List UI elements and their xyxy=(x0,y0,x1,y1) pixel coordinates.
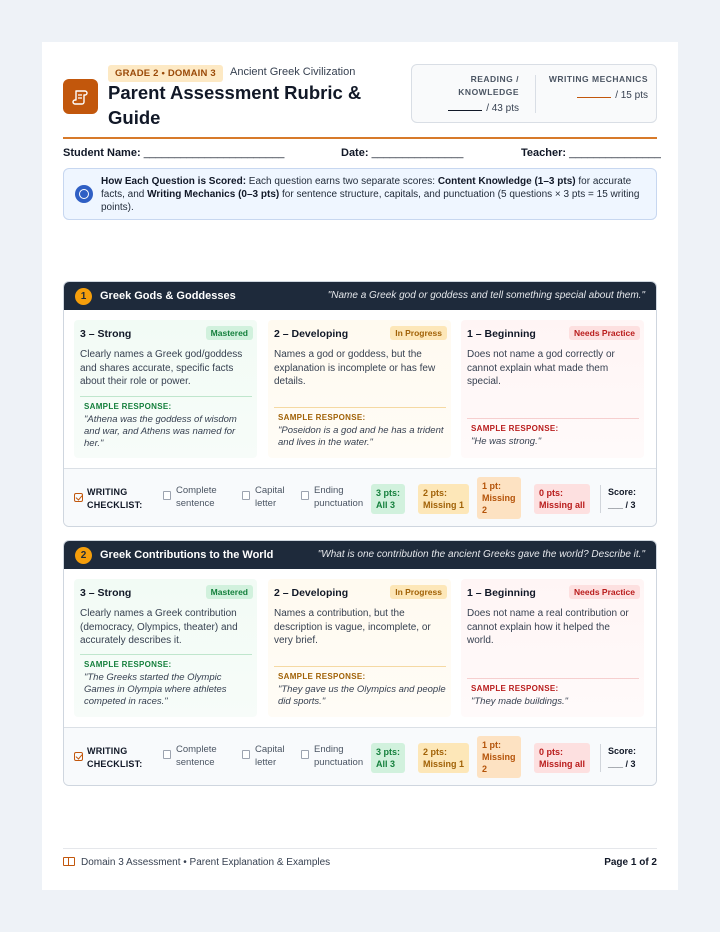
scoring-info-text: How Each Question is Scored: Each question earns two separate scores: Content Knowledge (1–3 pts) for accurate facts, and Writing Mechanics (0–3 pts) for sentence structure, capitals, and punctuation (5 questions × 3 pts = 15 writing points). xyxy=(101,176,640,213)
level-name: 3 – Strong xyxy=(80,587,132,599)
level-beginning xyxy=(461,579,644,717)
writing-checklist xyxy=(64,727,657,786)
sample-text: "Poseidon is a god and he has a trident and lives in the water." xyxy=(278,425,444,448)
sample-text: "The Greeks started the Olympic Games in Olympia where athletes competed in races." xyxy=(84,672,227,707)
info-icon xyxy=(75,185,93,203)
writing-score-blank[interactable] xyxy=(577,97,611,98)
question-score[interactable]: Score: ___ / 3 xyxy=(608,746,637,769)
checklist-item-ending-punctuation: Ending punctuation xyxy=(314,744,364,768)
level-developing xyxy=(268,320,451,458)
rubric-levels xyxy=(74,320,648,458)
question-number: 2 xyxy=(75,547,92,564)
status-badge: Mastered xyxy=(206,326,253,340)
checklist-divider xyxy=(600,485,601,513)
reading-score-total: / 43 pts xyxy=(486,103,519,114)
rubric-page xyxy=(42,42,678,890)
checkbox-complete-sentence[interactable] xyxy=(163,491,171,500)
reading-score xyxy=(412,65,529,124)
level-description: Clearly names a Greek contribution (democracy, Olympics, theater) and accurately describes it. xyxy=(80,608,238,646)
checkbox-complete-sentence[interactable] xyxy=(163,750,171,759)
level-name: 1 – Beginning xyxy=(467,328,536,340)
scroll-icon xyxy=(72,88,90,106)
sample-response xyxy=(467,418,639,448)
points-3: 3 pts: All 3 xyxy=(371,484,405,514)
checklist-icon xyxy=(74,493,83,502)
points-2: 2 pts: Missing 1 xyxy=(418,484,469,514)
sample-response xyxy=(80,654,252,708)
points-1: 1 pt: Missing 2 xyxy=(477,736,521,778)
question-prompt: "Name a Greek god or goddess and tell something special about them." xyxy=(327,290,645,301)
date-field[interactable]: Date: _______________ xyxy=(341,147,464,159)
question-card-2 xyxy=(63,540,657,786)
level-beginning xyxy=(461,320,644,458)
question-score[interactable]: Score: ___ / 3 xyxy=(608,487,637,510)
page-title: Parent Assessment Rubric & Guide xyxy=(108,82,362,128)
checklist-item-complete-sentence: Complete sentence xyxy=(176,485,217,509)
question-card-1 xyxy=(63,281,657,527)
status-badge: Needs Practice xyxy=(569,326,640,340)
writing-score-total: / 15 pts xyxy=(615,90,648,101)
points-0: 0 pts: Missing all xyxy=(534,484,590,514)
sample-text: "Athena was the goddess of wisdom and war, and Athens was named for her." xyxy=(84,414,237,449)
page-number: Page 1 of 2 xyxy=(604,857,657,868)
sample-response xyxy=(274,666,446,708)
checklist-item-capital-letter: Capital letter xyxy=(255,744,285,768)
level-name: 2 – Developing xyxy=(274,587,349,599)
checklist-item-capital-letter: Capital letter xyxy=(255,485,285,509)
checklist-item-ending-punctuation: Ending punctuation xyxy=(314,485,364,509)
sample-text: "They made buildings." xyxy=(471,696,569,707)
level-description: Names a contribution, but the description is vague, incomplete, or very brief. xyxy=(274,608,431,646)
checkbox-capital-letter[interactable] xyxy=(242,750,250,759)
question-number: 1 xyxy=(75,288,92,305)
checklist-item-complete-sentence: Complete sentence xyxy=(176,744,217,768)
sample-label: SAMPLE RESPONSE: xyxy=(84,660,172,669)
grade-domain-tag: GRADE 2 • DOMAIN 3 xyxy=(108,65,223,82)
status-badge: In Progress xyxy=(390,326,447,340)
points-1: 1 pt: Missing 2 xyxy=(477,477,521,519)
question-title: Greek Contributions to the World xyxy=(100,549,274,561)
status-badge: Needs Practice xyxy=(569,585,640,599)
question-header xyxy=(64,541,656,569)
subject-label: Ancient Greek Civilization xyxy=(230,66,356,78)
sample-label: SAMPLE RESPONSE: xyxy=(84,402,172,411)
checklist-title: WRITING CHECKLIST: xyxy=(87,487,143,510)
level-strong xyxy=(74,579,257,717)
points-0: 0 pts: Missing all xyxy=(534,743,590,773)
logo-badge xyxy=(63,79,98,114)
level-description: Does not name a real contribution or cannot explain how it helped the world. xyxy=(467,608,629,646)
checkbox-capital-letter[interactable] xyxy=(242,491,250,500)
level-name: 3 – Strong xyxy=(80,328,132,340)
status-badge: In Progress xyxy=(390,585,447,599)
writing-score xyxy=(539,65,658,124)
status-badge: Mastered xyxy=(206,585,253,599)
reading-score-label: READING / KNOWLEDGE xyxy=(458,74,519,97)
checklist-divider xyxy=(600,744,601,772)
header-divider xyxy=(63,137,657,139)
level-name: 1 – Beginning xyxy=(467,587,536,599)
sample-response xyxy=(274,407,446,449)
checkbox-ending-punctuation[interactable] xyxy=(301,491,309,500)
rubric-levels xyxy=(74,579,648,717)
sample-label: SAMPLE RESPONSE: xyxy=(278,413,366,422)
question-header xyxy=(64,282,656,310)
points-3: 3 pts: All 3 xyxy=(371,743,405,773)
score-divider xyxy=(535,75,536,113)
scoring-info-callout xyxy=(63,168,657,220)
points-2: 2 pts: Missing 1 xyxy=(418,743,469,773)
level-name: 2 – Developing xyxy=(274,328,349,340)
footer-caption: Domain 3 Assessment • Parent Explanation & Examples xyxy=(63,857,330,868)
student-name-field[interactable]: Student Name: _______________________ xyxy=(63,147,285,159)
level-description: Does not name a god correctly or cannot explain what made them special. xyxy=(467,349,615,387)
sample-text: "They gave us the Olympics and people did sports." xyxy=(278,684,446,707)
question-title: Greek Gods & Goddesses xyxy=(100,290,236,302)
checkbox-ending-punctuation[interactable] xyxy=(301,750,309,759)
book-icon xyxy=(63,857,75,866)
sample-response xyxy=(80,396,252,450)
reading-score-blank[interactable] xyxy=(448,110,482,111)
score-summary-box xyxy=(411,64,657,123)
question-prompt: "What is one contribution the ancient Greeks gave the world? Describe it." xyxy=(317,549,645,560)
level-strong xyxy=(74,320,257,458)
sample-text: "He was strong." xyxy=(471,436,542,447)
checklist-title: WRITING CHECKLIST: xyxy=(87,746,143,769)
level-developing xyxy=(268,579,451,717)
footer-divider xyxy=(63,848,657,849)
sample-label: SAMPLE RESPONSE: xyxy=(278,672,366,681)
writing-checklist xyxy=(64,468,657,527)
level-description: Names a god or goddess, but the explanation is incomplete or has few details. xyxy=(274,349,436,387)
level-description: Clearly names a Greek god/goddess and shares accurate, specific facts about their role or power. xyxy=(80,349,243,387)
sample-label: SAMPLE RESPONSE: xyxy=(471,424,559,433)
writing-score-label: WRITING MECHANICS xyxy=(548,74,648,84)
checklist-icon xyxy=(74,752,83,761)
teacher-field[interactable]: Teacher: _______________ xyxy=(521,147,661,159)
sample-response xyxy=(467,678,639,708)
sample-label: SAMPLE RESPONSE: xyxy=(471,684,559,693)
